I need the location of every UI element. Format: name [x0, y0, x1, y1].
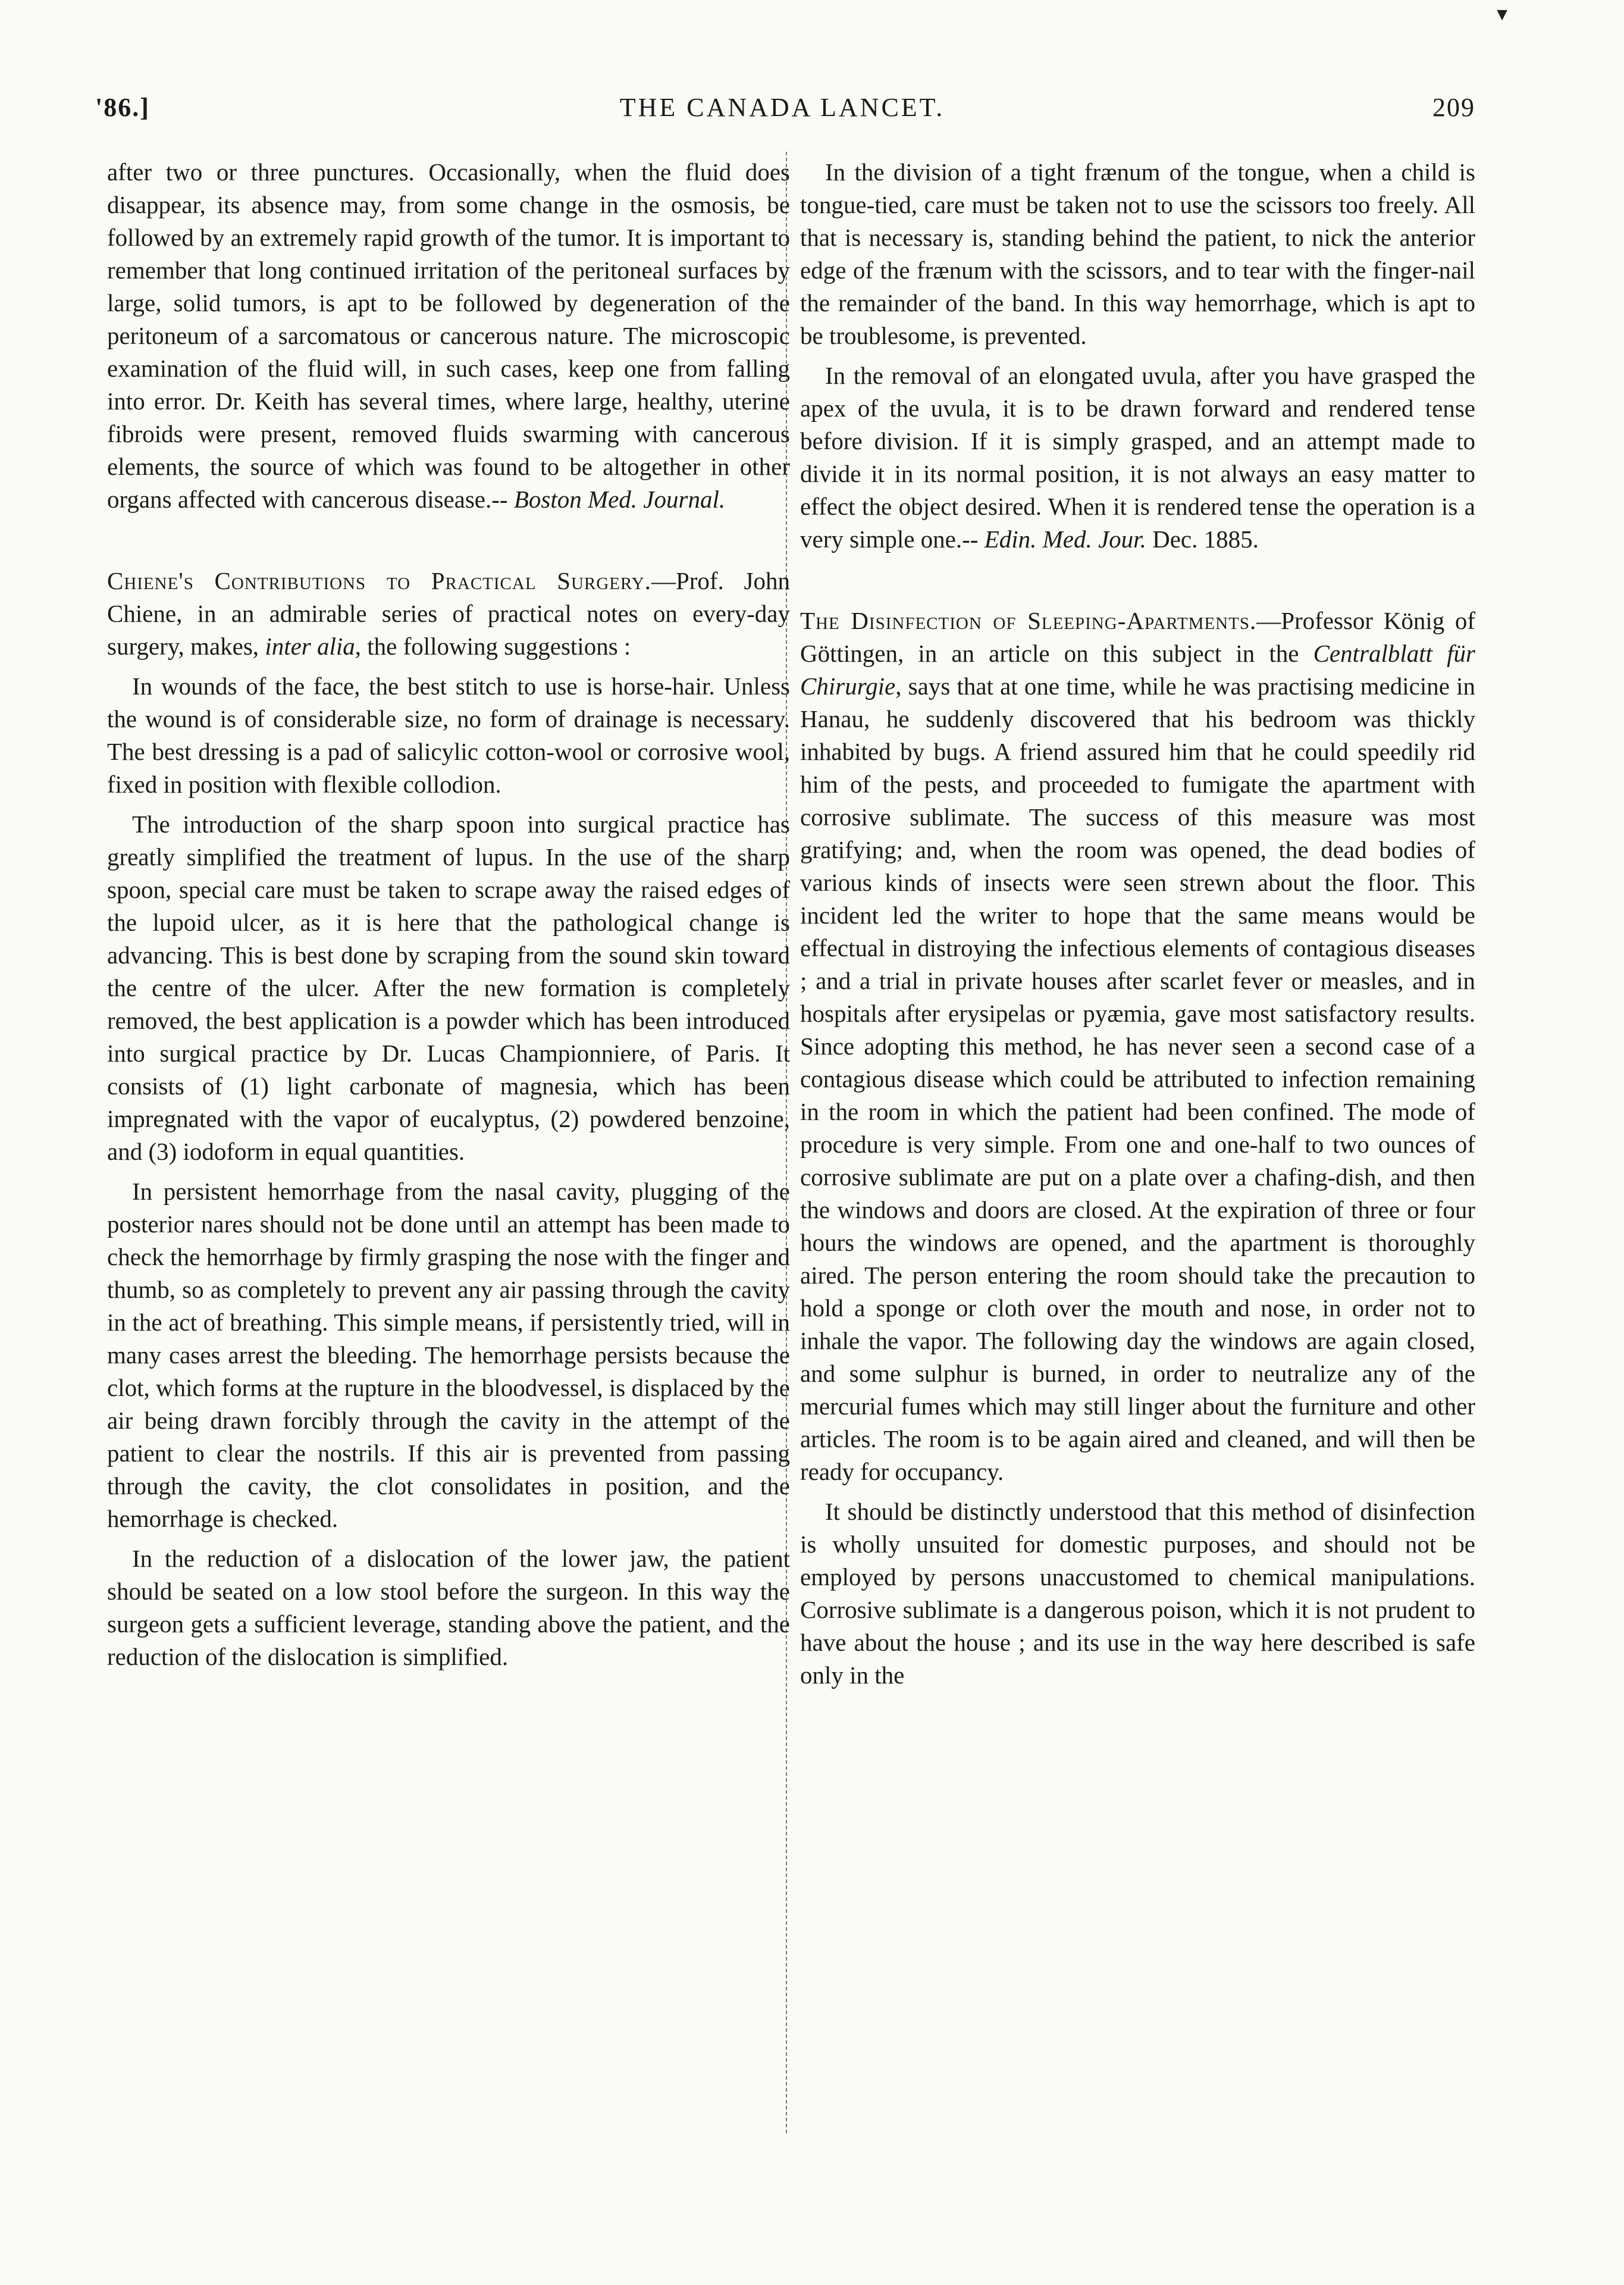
- page-header: [89, 89, 1475, 137]
- article-lead-chiene: Chiene's Contributions to Practical Surgery.—Prof. John Chiene, in an admirable series of practical notes on every-day surgery, makes, inter alia, the following suggestions :: [107, 567, 790, 660]
- paragraph-face-wounds: In wounds of the face, the best stitch to use is horse-hair. Unless the wound is of considerable size, no form of drainage is necessary. The best dressing is a pad of salicylic cotton-wool or corrosive wool, fixed in position with flexible collodion.: [107, 672, 790, 798]
- article-title-disinfection: The Disinfection of Sleeping-Apartments.: [800, 607, 1257, 634]
- article-title-chiene: Chiene's Contributions to Practical Surgery.: [107, 567, 651, 594]
- paragraph-sharp-spoon: The introduction of the sharp spoon into surgical practice has greatly simplified the treatment of lupus. In the use of the sharp spoon, special care must be taken to scrape away the raised edges of the lupoid ulcer, as it is here that the pathological change is advancing. This is best done by scraping from the sound skin toward the centre of the ulcer. After the new formation is completely removed, the best application is a powder which has been introduced into surgical practice by Dr. Lucas Championniere, of Paris. It consists of (1) light carbonate of magnesia, which has been impregnated with the vapor of eucalyptus, (2) powdered benzoine, and (3) iodoform in equal quantities.: [107, 810, 790, 1165]
- paragraph-final-warning: It should be distinctly understood that this method of disinfection is wholly unsuited for domestic purposes, and should not be employed by persons unaccustomed to chemical manipulations. Corrosive sublimate is a dangerous poison, which it is not prudent to have about the house ; and its use in the way here described is safe only in the: [800, 1498, 1475, 1689]
- paragraph-frenum: In the division of a tight frænum of the tongue, when a child is tongue-tied, care must be taken not to use the scissors too freely. All that is necessary is, standing behind the patient, to nick the anterior edge of the frænum with the scissors, and to tear with the finger-nail the remainder of the band. In this way hemorrhage, which is apt to be troublesome, is prevented.: [800, 158, 1475, 349]
- intro-source: Boston Med. Journal.: [513, 486, 726, 513]
- paragraph-nasal-hemorrhage: In persistent hemorrhage from the nasal cavity, plugging of the posterior nares should not be done until an attempt has been made to check the hemorrhage by firmly grasping the nose with the finger and thumb, so as completely to prevent any air passing through the cavity in the act of breathing. This simple means, if persistently tried, will in many cases arrest the bleeding. The hemorrhage persists because the clot, which forms at the rupture in the bloodvessel, is displaced by the air being drawn forcibly through the cavity in the attempt of the patient to clear the nostrils. If this air is prevented from passing through the cavity, the clot consolidates in position, and the hemorrhage is checked.: [107, 1178, 790, 1532]
- paragraph-uvula: In the removal of an elongated uvula, after you have grasped the apex of the uvula, it is to be drawn forward and rendered tense before division. If it is simply grasped, and an attempt made to divide it in its normal position, it is not always an easy matter to effect the object desired. When it is rendered tense the operation is a very simple one.-- Edin. Med. Jour. Dec. 1885.: [800, 362, 1475, 553]
- right-column: [800, 156, 1475, 1699]
- top-source: Edin. Med. Jour.: [984, 525, 1146, 553]
- page-number: 209: [1432, 93, 1475, 122]
- intro-paragraph: after two or three punctures. Occasionally, when the fluid does disappear, its absence may, from some change in the osmosis, be followed by an extremely rapid growth of the tumor. It is important to remember that long continued irritation of the peritoneal surfaces by large, solid tumors, is apt to be followed by degeneration of the peritoneum of a sarcomatous or cancerous nature. The microscopic examination of the fluid will, in such cases, keep one from falling into error. Dr. Keith has several times, where large, healthy, uterine fibroids were present, removed fluids swarming with cancerous elements, the source of which was found to be altogether in other organs affected with cancerous disease.-- Boston Med. Journal.: [107, 158, 790, 513]
- left-column: [107, 156, 790, 1680]
- journal-title: THE CANADA LANCET.: [619, 93, 945, 122]
- volume-year: '86.]: [95, 93, 150, 122]
- paragraph-jaw-dislocation: In the reduction of a dislocation of the lower jaw, the patient should be seated on a low stool before the surgeon. In this way the surgeon gets a sufficient leverage, standing above the patient, and the reduction of the dislocation is simplified.: [107, 1545, 790, 1670]
- article-lead-disinfection: The Disinfection of Sleeping-Apartments.—Professor König of Göttingen, in an article on this subject in the Centralblatt für Chirurgie, says that at one time, while he was practising medicine in Hanau, he suddenly discovered that his bedroom was thickly inhabited by bugs. A friend assured him that he could speedily rid him of the pests, and proceeded to fumigate the apartment with corrosive sublimate. The success of this measure was most gratifying; and, when the room was opened, the dead bodies of various kinds of insects were seen strewn about the floor. This incident led the writer to hope that the same means would be effectual in distroying the infectious elements of contagious diseases ; and a trial in private houses after scarlet fever or measles, and in hospitals after erysipelas or pyæmia, gave most satisfactory results. Since adopting this method, he has never seen a second case of a contagious disease which could be attributed to infection remaining in the room in which the patient had been confined. The mode of procedure is very simple. From one and one-half to two ounces of corrosive sublimate are put on a plate over a chafing-dish, and then the windows and doors are closed. At the expiration of three or four hours the windows are opened, and the apartment is thoroughly aired. The person entering the room should take the precaution to hold a sponge or cloth over the mouth and nose, in order not to inhale the vapor. The following day the windows are again closed, and some sulphur is burned, in order to neutralize any of the mercurial fumes which may still linger about the furniture and other articles. The room is to be again aired and cleaned, and will then be ready for occupancy.: [800, 607, 1475, 1485]
- scan-mark: ▼: [1493, 5, 1511, 24]
